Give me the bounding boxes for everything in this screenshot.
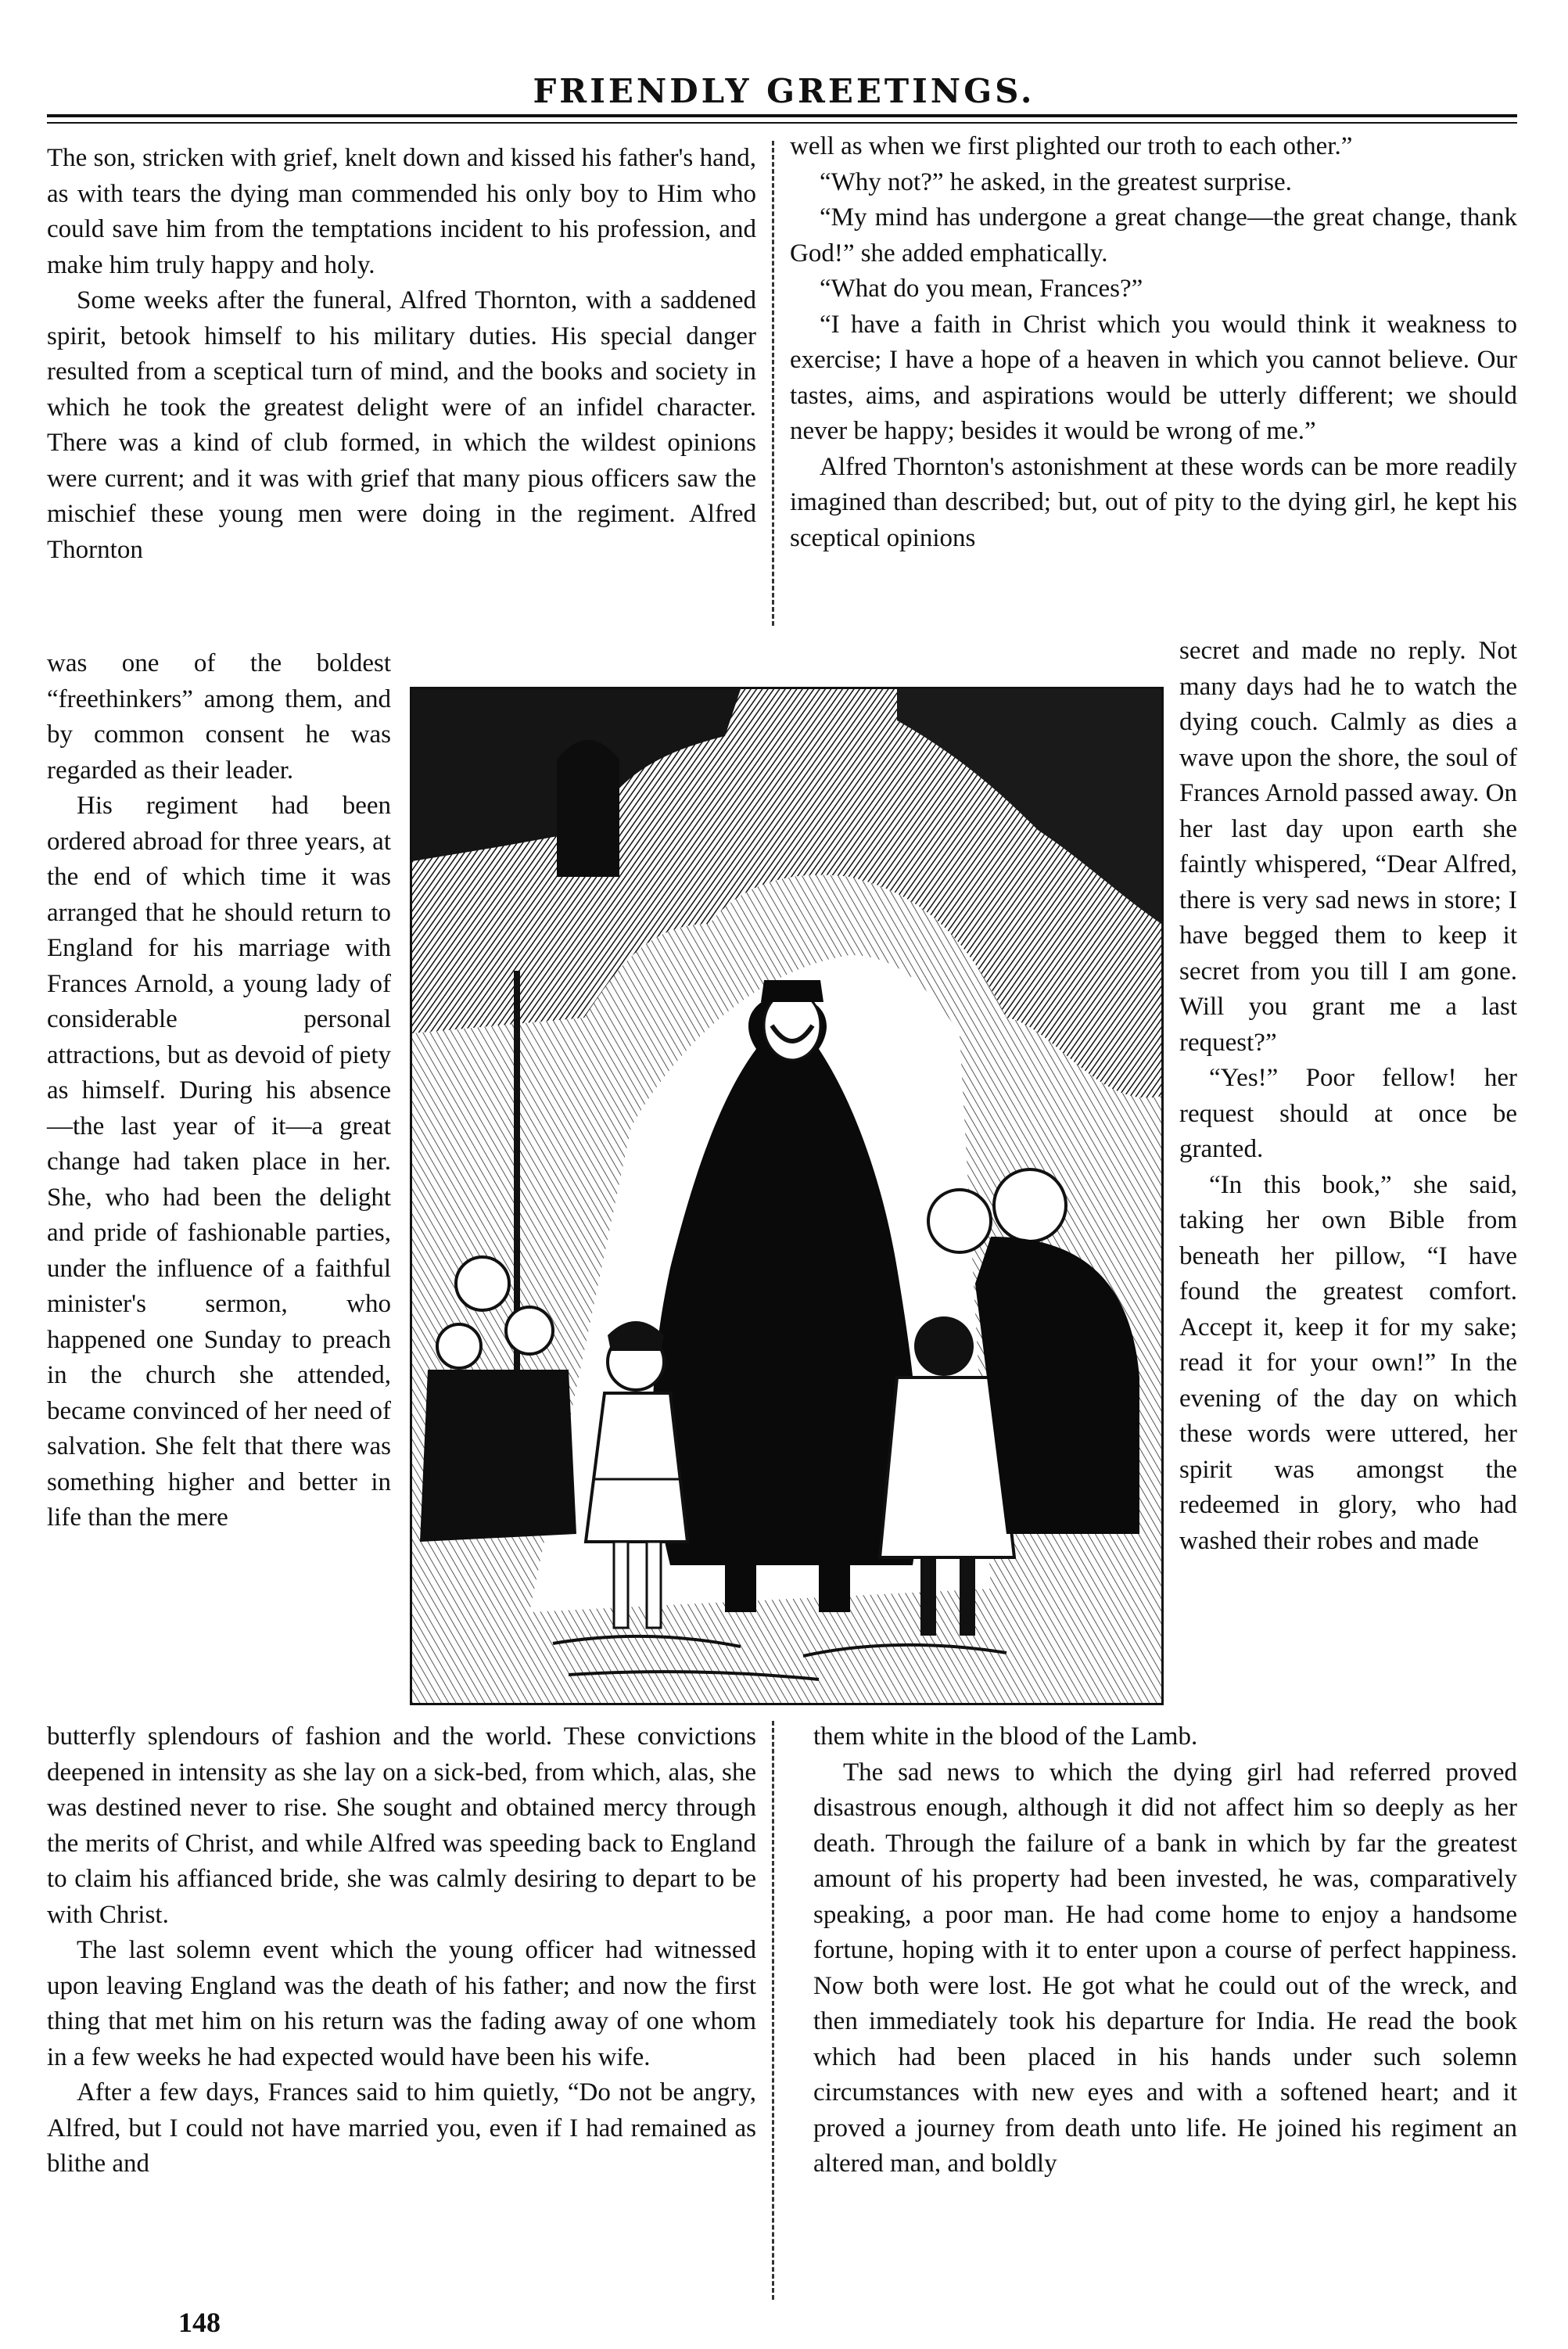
paragraph: well as when we first plighted our troth to each other.” [790, 132, 1353, 160]
paragraph: His regiment had been ordered abroad for three years, at the end of which time it was arranged that he should return to England for his marriage with Frances Arnold, a young lady of considerable personal attractions, but as devoid of piety as himself. During his absence —the last year of it—a great change had taken place in her. She, who had been the delight and pride of fashionable parties, under the influence of a faithful minister's sermon, who happened one Sunday to preach in the church she attended, became convinced of her need of salvation. She felt that there was something higher and better in life than the mere [47, 792, 391, 1532]
header-rule-top [47, 114, 1517, 117]
paragraph: The last solemn event which the young officer had witnessed upon leaving England was the death of his father; and now the first thing that met him on his return was the fading away of one whom in a few weeks he had expected would have been his wife. [47, 1936, 756, 2071]
paragraph: “Why not?” he asked, in the greatest surprise. [820, 167, 1292, 196]
paragraph: “In this book,” she said, taking her own Bible from beneath her pillow, “I have found the greatest comfort. Accept it, keep it for my sake; read it for your own!” In the evening of the day on which these words were uttered, her spirit was amongst the redeemed in glory, who had washed their robes and made [1179, 1170, 1517, 1555]
left-column-bottom [47, 1719, 756, 2182]
engraving-illustration [410, 687, 1164, 1705]
paragraph: “My mind has undergone a great change—the great change, thank God!” she added emphatically. [790, 203, 1517, 268]
column-divider-top [772, 141, 774, 626]
engraving-svg [412, 689, 1161, 1703]
paragraph: Alfred Thornton's astonishment at these words can be more readily imagined than described; but, out of pity to the dying girl, he kept his sceptical opinions [790, 452, 1517, 552]
paragraph: The sad news to which the dying girl had referred proved disastrous enough, although it did not affect him so deeply as her death. Through the failure of a bank in which by far the greatest amount of his property had been invested, he was, comparatively speaking, a poor man. He had come home to enjoy a handsome fortune, hoping with it to enter upon a course of perfect happiness. Now both were lost. He got what he could out of the wreck, and then immediately took his departure for India. He read the book which had been placed in his hands under such solemn circumstances with new eyes and with a softened heart; and it proved a journey from death unto life. He joined his regiment an altered man, and boldly [813, 1758, 1517, 2178]
paragraph: “What do you mean, Frances?” [820, 275, 1143, 303]
paragraph: butterfly splendours of fashion and the world. These convictions deepened in intensity as she lay on a sick-bed, from which, alas, she was destined never to rise. She sought and obtained mercy through the merits of Christ, and while Alfred was speeding back to England to claim his affianced bride, she was calmly desiring to depart to be with Christ. [47, 1722, 756, 1929]
left-column-narrow [47, 646, 391, 1536]
paragraph: “I have a faith in Christ which you would think it weakness to exercise; I have a hope of a heaven in which you cannot believe. Our tastes, aims, and aspirations would be utterly different; we should never be happy; besides it would be wrong of me.” [790, 310, 1517, 445]
right-column-bottom [813, 1719, 1517, 2182]
running-header: FRIENDLY GREETINGS. [533, 72, 1035, 110]
right-column-top [790, 129, 1517, 556]
page-number: 148 [178, 2307, 221, 2338]
column-divider-bottom [772, 1721, 774, 2300]
paragraph: them white in the blood of the Lamb. [813, 1722, 1198, 1751]
header-rule-bottom [47, 122, 1517, 124]
paragraph: The son, stricken with grief, knelt down and kissed his father's hand, as with tears the dying man commended his only boy to Him who could save him from the temptations incident to his profession, and make him truly happy and holy. [47, 144, 756, 279]
right-column-narrow [1179, 634, 1517, 1559]
paragraph: secret and made no reply. Not many days had he to watch the dying couch. Calmly as dies a wave upon the shore, the soul of Frances Arnold passed away. On her last day upon earth she faintly whispered, “Dear Alfred, there is very sad news in store; I have begged them to keep it secret from you till I am gone. Will you grant me a last request?” [1179, 637, 1517, 1057]
paragraph: was one of the boldest “freethinkers” among them, and by common consent he was regarded as their leader. [47, 649, 391, 785]
paragraph: After a few days, Frances said to him quietly, “Do not be angry, Alfred, but I could not have married you, even if I had remained as blithe and [47, 2078, 756, 2178]
paragraph: “Yes!” Poor fellow! her request should at once be granted. [1179, 1064, 1517, 1163]
paragraph: Some weeks after the funeral, Alfred Thornton, with a saddened spirit, betook himself to his military duties. His special danger resulted from a sceptical turn of mind, and the books and society in which he took the greatest delight were of an infidel character. There was a kind of club formed, in which the wildest opinions were current; and it was with grief that many pious officers saw the mischief these young men were doing in the regiment. Alfred Thornton [47, 286, 756, 564]
left-column-top [47, 141, 756, 568]
